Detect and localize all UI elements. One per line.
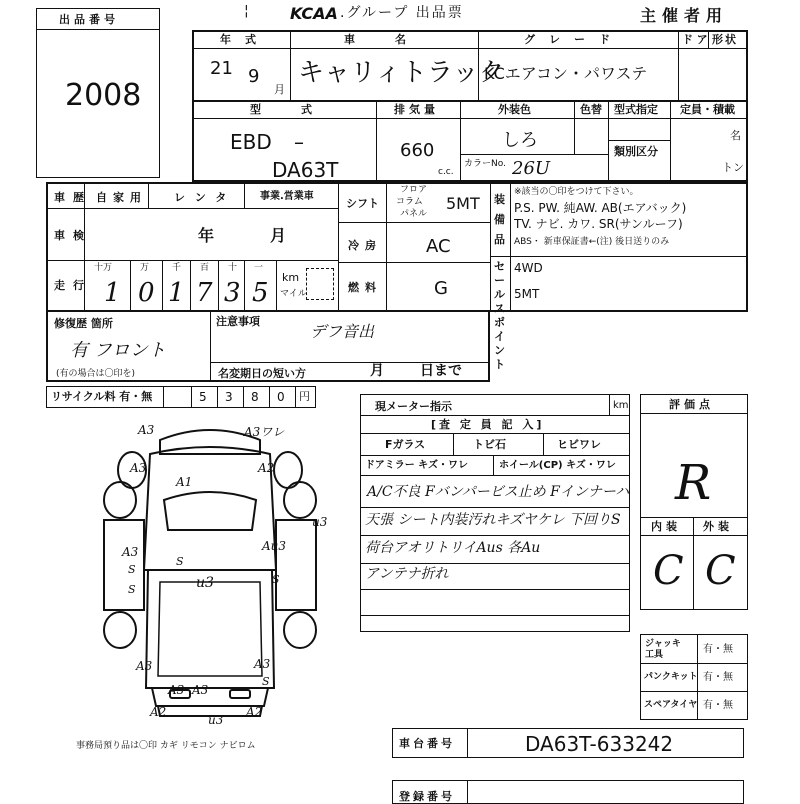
mileage-label: 走行	[54, 279, 92, 292]
sales-point-1: 4WD	[514, 261, 543, 275]
deadline-day: 日まで	[420, 363, 462, 379]
sheet-marker: ¦	[244, 3, 249, 19]
shift-option-column: コラム	[396, 197, 423, 207]
history-private: 自家用	[96, 191, 147, 204]
mark-a2-bottom-left: A2	[150, 705, 167, 719]
shift-option-floor: フロア	[400, 185, 428, 195]
digit-label-100k: 十万	[94, 263, 113, 273]
mark-a3-left-door: A3	[122, 545, 139, 559]
capacity-persons-unit: 名	[730, 129, 741, 142]
mark-s-left-rear: S	[128, 583, 136, 596]
jack-label: ジャッキ工具	[645, 639, 681, 660]
equip-line1: P.S. PW. 純AW. AB(エアバック)	[514, 201, 687, 215]
mile-box	[306, 268, 334, 300]
type-spec-label: 型式指定	[614, 103, 658, 116]
fuel-label: 燃料	[348, 281, 382, 294]
mark-s-right-door: S	[272, 573, 280, 586]
jack-yes-no: 有・無	[703, 644, 733, 655]
exterior-label: 外装	[703, 520, 733, 533]
inspection-box	[360, 394, 630, 632]
glass-option-crack: ヒビワレ	[557, 438, 601, 451]
organizer-label: 主催者用	[640, 6, 729, 25]
ac-label: 冷房	[348, 239, 382, 252]
displacement-value: 660	[400, 140, 435, 161]
inspection-month: 月	[270, 226, 287, 245]
grade-label: グレード	[524, 33, 624, 46]
inspector-label: [査 定 員 記 入]	[431, 418, 545, 431]
mark-a3-tail-left: A3	[168, 683, 185, 697]
door-label: ドア	[682, 33, 712, 46]
lot-number-box	[36, 8, 160, 178]
deadline-month: 月	[370, 363, 384, 379]
digit-label-10k: 万	[140, 263, 150, 273]
digit-label-1k: 千	[172, 263, 182, 273]
equip-line3: ABS・ 新車保証書←(注) 後日送りのみ	[514, 237, 670, 247]
lot-number-label: 出品番号	[59, 13, 119, 26]
color-no-value: 26U	[512, 158, 551, 179]
shift-label: シフト	[346, 197, 379, 210]
history-label: 車歴	[54, 191, 92, 204]
repair-box	[46, 310, 490, 382]
equip-label: 装備品	[494, 193, 505, 246]
displacement-unit: c.c.	[438, 167, 454, 177]
rating-label: 評価点	[669, 398, 714, 411]
recycle-box	[46, 386, 316, 408]
puncture-label: パンクキット	[644, 672, 698, 682]
interior-score: C	[653, 548, 684, 594]
mileage-digit-4: 7	[196, 278, 213, 308]
model-value: DA63T	[272, 158, 339, 182]
vehicle-info-box	[192, 30, 748, 182]
meter-label: 現メーター指示	[375, 400, 452, 413]
category-label: 類別区分	[614, 145, 658, 158]
model-prefix: EBD	[230, 130, 272, 154]
mileage-digit-2: 0	[138, 278, 155, 308]
km-unit: km	[282, 271, 300, 284]
chassis-number: DA63T-633242	[525, 732, 674, 756]
glass-option-chip: トビ石	[473, 438, 506, 451]
sales-point-2: 5MT	[514, 287, 540, 301]
brand-logo: KCAA	[290, 4, 338, 23]
repaint-label: 色替	[580, 103, 602, 116]
vehicle-name: キャリィトラック	[298, 58, 505, 88]
puncture-yes-no: 有・無	[703, 672, 733, 683]
mark-u3-bottom: u3	[208, 713, 224, 727]
color-no-label: カラーNo.	[464, 159, 506, 169]
recycle-unit: 円	[299, 390, 310, 403]
shift-value: 5MT	[446, 194, 480, 213]
recycle-digit-3: 8	[251, 390, 259, 404]
mileage-digit-1: 1	[104, 278, 121, 308]
glass-label: Fガラス	[385, 438, 426, 451]
equip-note: ※該当の〇印をつけて下さい。	[514, 187, 639, 197]
color-value: しろ	[502, 130, 538, 151]
digit-label-10: 十	[228, 263, 238, 273]
spare-label: スペアタイヤ	[644, 700, 698, 710]
repair-value: 有 フロント	[70, 340, 166, 361]
inspection-label: 車検	[54, 229, 92, 242]
caution-value: デフ音出	[310, 322, 375, 341]
spare-yes-no: 有・無	[703, 700, 733, 711]
sales-points-label: セールスポイント	[494, 260, 505, 371]
mark-u3-right: u3	[312, 515, 328, 529]
model-label: 型式	[250, 103, 352, 116]
digit-label-1: 一	[254, 263, 264, 273]
lot-number: 2008	[65, 78, 142, 113]
mirror-label: ドアミラー キズ・ワレ	[365, 460, 468, 471]
year-value: 21	[210, 58, 233, 79]
month-unit: 月	[274, 83, 285, 96]
color-label: 外装色	[498, 103, 531, 116]
tools-box	[640, 634, 748, 720]
office-note: 事務局預り品は〇印 カギ リモコン ナビロム	[76, 741, 256, 751]
caution-label: 注意事項	[216, 315, 260, 328]
chassis-box	[392, 728, 744, 758]
history-business: 事業.営業車	[260, 191, 314, 202]
wheel-label: ホイール(CP) キズ・ワレ	[499, 460, 616, 471]
mark-s-right-bed: S	[262, 675, 270, 688]
sheet-title: .グループ 出品票	[340, 5, 464, 21]
displacement-label: 排気量	[394, 103, 439, 116]
mileage-digit-3: 1	[168, 278, 185, 308]
ac-value: AC	[426, 236, 451, 257]
mark-a3-left-bed: A3	[136, 659, 153, 673]
mark-a3-left-front: A3	[130, 461, 147, 475]
mark-a2-bottom-right: A2	[246, 705, 263, 719]
mark-a3-top-left: A3	[138, 423, 155, 437]
history-rental: レンタ	[174, 191, 237, 204]
fuel-value: G	[434, 278, 448, 299]
equip-line2: TV. ナビ. カワ. SR(サンルーフ)	[514, 217, 683, 231]
rating-score: R	[675, 455, 712, 511]
deadline-label: 名変期日の短い方	[218, 367, 306, 380]
inspection-note-2: 天張 シート内装汚れキズヤケレ 下回りS	[365, 512, 621, 528]
registration-box	[392, 780, 744, 804]
exterior-score: C	[705, 548, 736, 594]
inspection-year: 年	[198, 226, 215, 245]
mark-a3-tail-center: A3	[192, 683, 209, 697]
recycle-digit-1: 5	[199, 390, 207, 404]
year-label: 年式	[220, 33, 270, 46]
digit-label-100: 百	[200, 263, 210, 273]
mark-au3-right-door: Au3	[262, 539, 287, 553]
registration-label: 登録番号	[399, 790, 455, 803]
mileage-digit-5: 3	[224, 278, 241, 308]
inspection-note-1: A/C不良 Fバンパービス止め Fインナーハ	[367, 484, 630, 500]
interior-label: 内装	[651, 520, 681, 533]
name-label: 車名	[344, 33, 446, 46]
grade-value: KCエアコン・パワステ	[484, 64, 648, 83]
shift-option-panel: パネル	[400, 209, 428, 219]
month-value: 9	[248, 66, 260, 87]
repair-label: 修復歴 箇所	[54, 317, 113, 330]
mark-u3-roof: u3	[196, 575, 214, 591]
meter-unit: km	[613, 400, 629, 411]
inspection-note-3: 荷台アオリトリイAus 各Au	[365, 540, 541, 556]
recycle-digit-2: 3	[225, 390, 233, 404]
mark-s-left-door: S	[128, 563, 136, 576]
inspection-note-4: アンテナ折れ	[365, 566, 449, 582]
mark-a1-hood: A1	[176, 475, 193, 489]
mileage-digit-6: 5	[252, 278, 269, 308]
repair-note: (有の場合は〇印を)	[56, 369, 136, 379]
mark-s-cabin: S	[176, 555, 184, 568]
shape-label: 形状	[712, 33, 738, 46]
mark-a3-right-bed: A3	[254, 657, 271, 671]
chassis-label: 車台番号	[399, 737, 455, 750]
recycle-label: リサイクル料 有・無	[51, 390, 153, 403]
rating-box	[640, 394, 748, 610]
mark-a3-top-right: A3ワレ	[244, 425, 285, 439]
capacity-tons-unit: トン	[722, 161, 744, 174]
model-dash: –	[294, 130, 304, 154]
recycle-digit-4: 0	[277, 390, 285, 404]
mark-a2-right-front: A2	[258, 461, 275, 475]
mile-unit: マイル	[280, 289, 307, 299]
capacity-label: 定員・積載	[680, 103, 735, 116]
